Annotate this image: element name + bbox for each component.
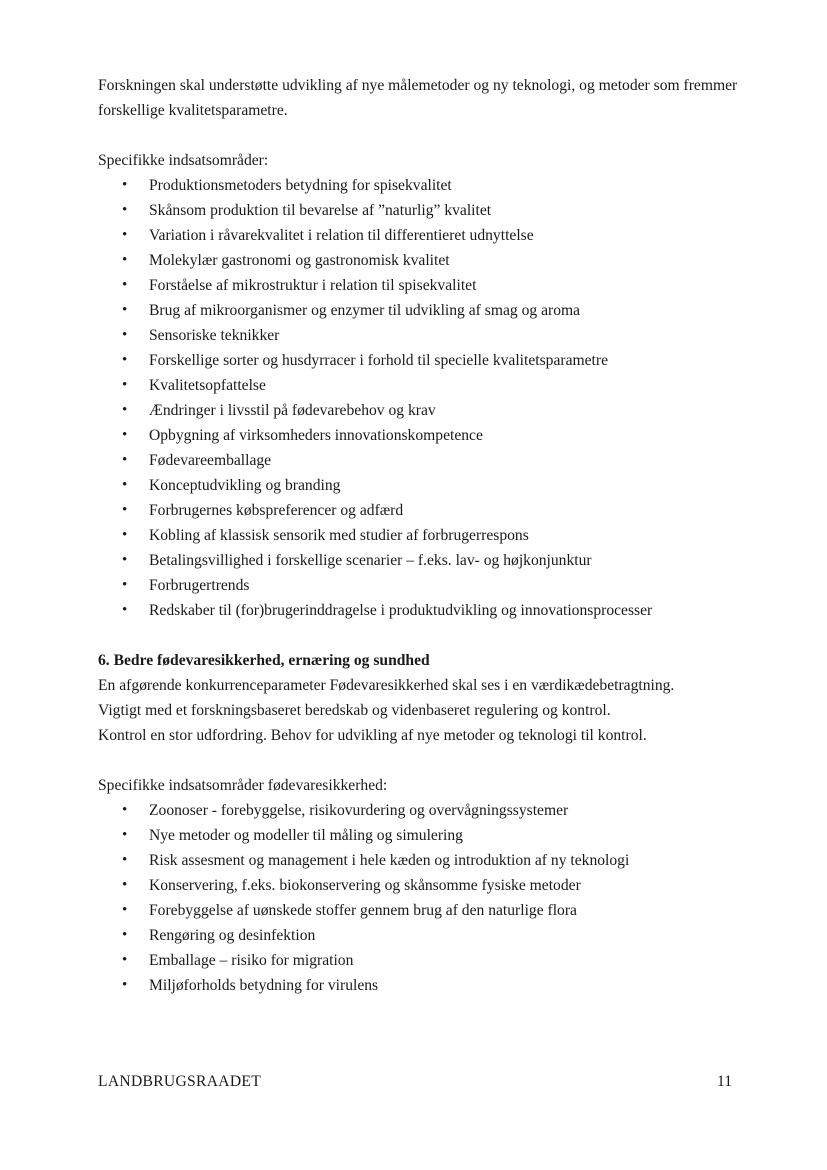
safety-list: [98, 798, 738, 998]
quality-list: [98, 173, 738, 623]
list-item: • Forskellige sorter og husdyrracer i forhold til specielle kvalitetsparametre: [98, 348, 738, 373]
list-item: • Sensoriske teknikker: [98, 323, 738, 348]
list-item: • Zoonoser - forebyggelse, risikovurdering og overvågningssystemer: [98, 798, 738, 823]
list-item: • Rengøring og desinfektion: [98, 923, 738, 948]
list-item: • Redskaber til (for)brugerinddragelse i produktudvikling og innovationsprocesser: [98, 598, 738, 623]
list-item: • Konceptudvikling og branding: [98, 473, 738, 498]
list-item: • Ændringer i livsstil på fødevarebehov og krav: [98, 398, 738, 423]
list-item: • Variation i råvarekvalitet i relation til differentieret udnyttelse: [98, 223, 738, 248]
list-item: • Forbrugertrends: [98, 573, 738, 598]
footer-organization: LANDBRUGSRAADET: [98, 1073, 262, 1090]
list-item: • Risk assesment og management i hele kæden og introduktion af ny teknologi: [98, 848, 738, 873]
list-item: • Forebyggelse af uønskede stoffer gennem brug af den naturlige flora: [98, 898, 738, 923]
spacer: [98, 123, 738, 148]
list-item: • Forståelse af mikrostruktur i relation til spisekvalitet: [98, 273, 738, 298]
list-item: • Betalingsvillighed i forskellige scenarier – f.eks. lav- og højkonjunktur: [98, 548, 738, 573]
list-item: • Miljøforholds betydning for virulens: [98, 973, 738, 998]
intro-paragraph: Forskningen skal understøtte udvikling af nye målemetoder og ny teknologi, og metoder som fremmer forskellige kvalitetsparametre.: [98, 77, 738, 119]
list-item: • Kvalitetsopfattelse: [98, 373, 738, 398]
safety-line: Vigtigt med et forskningsbaseret beredskab og videnbaseret regulering og kontrol.: [98, 702, 611, 719]
list-item: • Molekylær gastronomi og gastronomisk kvalitet: [98, 248, 738, 273]
safety-lead: Specifikke indsatsområder fødevaresikkerhed:: [98, 777, 388, 794]
list-item: • Produktionsmetoders betydning for spisekvalitet: [98, 173, 738, 198]
section-heading: 6. Bedre fødevaresikkerhed, ernæring og sundhed: [98, 652, 430, 669]
list-item: • Fødevareemballage: [98, 448, 738, 473]
list-item: • Brug af mikroorganismer og enzymer til udvikling af smag og aroma: [98, 298, 738, 323]
spacer: [98, 623, 738, 648]
safety-line: En afgørende konkurrenceparameter Fødevaresikkerhed skal ses i en værdikædebetragtning.: [98, 677, 675, 694]
list-item: • Opbygning af virksomheders innovationskompetence: [98, 423, 738, 448]
safety-line: Kontrol en stor udfordring. Behov for udvikling af nye metoder og teknologi til kontrol.: [98, 727, 647, 744]
page-number: 11: [717, 1073, 733, 1090]
quality-lead: Specifikke indsatsområder:: [98, 152, 269, 169]
spacer: [98, 748, 738, 773]
list-item: • Forbrugernes købspreferencer og adfærd: [98, 498, 738, 523]
list-item: • Konservering, f.eks. biokonservering og skånsomme fysiske metoder: [98, 873, 738, 898]
document-body: [98, 73, 738, 998]
list-item: • Emballage – risiko for migration: [98, 948, 738, 973]
list-item: • Nye metoder og modeller til måling og simulering: [98, 823, 738, 848]
list-item: • Kobling af klassisk sensorik med studier af forbrugerrespons: [98, 523, 738, 548]
list-item: • Skånsom produktion til bevarelse af ”naturlig” kvalitet: [98, 198, 738, 223]
